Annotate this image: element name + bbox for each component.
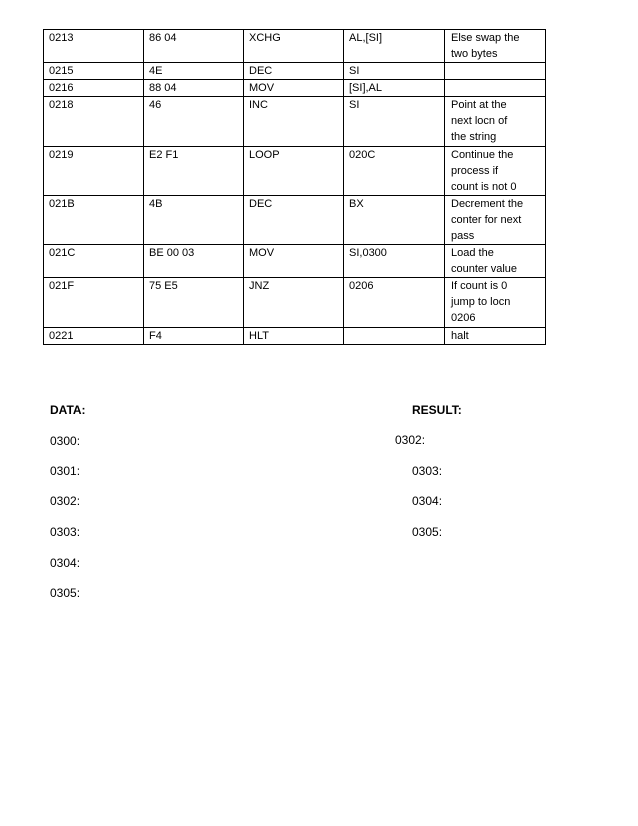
result-heading: RESULT: [412,403,462,417]
table-row [44,245,546,278]
address-cell: 021B [44,196,144,245]
opcode-cell: 75 E5 [144,278,244,328]
comment-cell [445,80,546,97]
data-address: 0305: [50,586,81,600]
operand-cell: SI [344,63,445,80]
result-address: 0303: [412,464,443,478]
address-cell: 0216 [44,80,144,97]
comment-cell [445,328,546,345]
data-address: 0303: [50,525,81,539]
comment-cell [445,147,546,196]
address-cell: 0221 [44,328,144,345]
result-address: 0305: [412,525,443,539]
mnemonic-cell: DEC [244,63,344,80]
comment-line: jump to locn [451,296,511,308]
comment-line: conter for next [451,214,522,226]
comment-line: Load the [451,247,494,259]
comment-line: Continue the [451,149,514,161]
mnemonic-cell: INC [244,97,344,147]
opcode-cell: BE 00 03 [144,245,244,278]
comment-cell [445,278,546,328]
data-address: 0302: [50,494,81,508]
opcode-cell: 88 04 [144,80,244,97]
address-cell: 0213 [44,30,144,63]
address-cell: 0215 [44,63,144,80]
opcode-cell: 86 04 [144,30,244,63]
table-row [44,196,546,245]
program-table [43,29,546,345]
table-row [44,328,546,345]
operand-cell: SI [344,97,445,147]
table-row [44,278,546,328]
address-cell: 021C [44,245,144,278]
operand-cell: SI,0300 [344,245,445,278]
opcode-cell: 4E [144,63,244,80]
data-address: 0300: [50,434,81,448]
comment-cell [445,97,546,147]
operand-cell: AL,[SI] [344,30,445,63]
comment-line: Decrement the [451,198,524,210]
operand-cell [344,328,445,345]
comment-line: 0206 [451,312,476,324]
opcode-cell: 4B [144,196,244,245]
mnemonic-cell: DEC [244,196,344,245]
opcode-cell: 46 [144,97,244,147]
mnemonic-cell: HLT [244,328,344,345]
operand-cell: [SI],AL [344,80,445,97]
comment-line: halt [451,330,469,342]
operand-cell: 020C [344,147,445,196]
data-address: 0304: [50,556,81,570]
table-row [44,97,546,147]
comment-line: count is not 0 [451,181,517,193]
comment-cell [445,196,546,245]
mnemonic-cell: MOV [244,80,344,97]
comment-line: If count is 0 [451,280,508,292]
table-row [44,63,546,80]
comment-line: Point at the [451,99,507,111]
opcode-cell: E2 F1 [144,147,244,196]
comment-cell [445,30,546,63]
data-address: 0301: [50,464,81,478]
comment-line: the string [451,131,497,143]
comment-cell [445,245,546,278]
comment-line: counter value [451,263,518,275]
mnemonic-cell: LOOP [244,147,344,196]
operand-cell: 0206 [344,278,445,328]
data-heading: DATA: [50,403,86,417]
comment-cell [445,63,546,80]
result-address: 0302: [395,433,426,447]
comment-line: process if [451,165,499,177]
table-row [44,30,546,63]
table-row [44,147,546,196]
table-row [44,80,546,97]
address-cell: 0218 [44,97,144,147]
operand-cell: BX [344,196,445,245]
mnemonic-cell: MOV [244,245,344,278]
mnemonic-cell: XCHG [244,30,344,63]
result-address: 0304: [412,494,443,508]
comment-line: Else swap the [451,32,520,44]
comment-line: pass [451,230,475,242]
comment-line: two bytes [451,48,498,60]
mnemonic-cell: JNZ [244,278,344,328]
opcode-cell: F4 [144,328,244,345]
address-cell: 021F [44,278,144,328]
address-cell: 0219 [44,147,144,196]
comment-line: next locn of [451,115,508,127]
